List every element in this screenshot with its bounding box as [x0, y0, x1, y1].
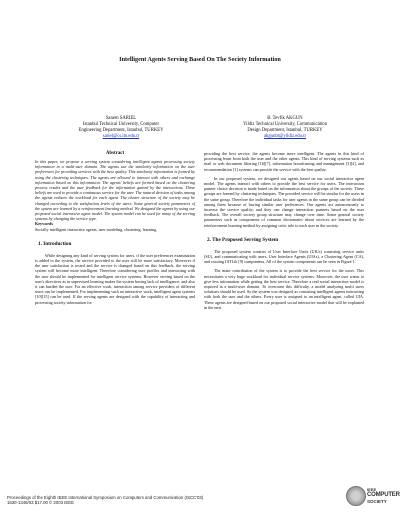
- logo-text-computer: COMPUTER: [367, 492, 400, 498]
- author-email-link[interactable]: akgunbt@yildiz.edu.tr: [263, 134, 307, 139]
- seal-icon: [346, 486, 366, 506]
- keywords-heading: Keywords: [35, 221, 53, 227]
- body-paragraph: The main contribution of the system is to provide the best service for the users. This necessitates a very huge workload for individual service systems. Moreover, the user wants to give less information while getting the best service. Therefore a real social interaction model is required in a multi-user domain. To overcome this difficulty, a model analyzing multi users solutions should be used. So the system was designed as consisting intelligent agents interacting with both the user and the others. Every user is assigned to an intelligent agent, called UIA. These agents are designed based on our proposed social interactive model that will be explained in the next: [204, 268, 364, 310]
- author-name: Sanem SARIEL: [105, 116, 137, 121]
- body-paragraph: providing the best service, the agents become more intelligent. The agents in this kind of processing learn from both the user and the other agents. This kind of serving systems such as mail or web document filtering [16][7], information broadcasting and management [3][4], and recommendation [1] systems can provide the service with the best quality.: [204, 151, 364, 172]
- author-affiliation: Yildiz Technical University, Communication: [243, 122, 327, 127]
- proceedings-footer: [7, 495, 203, 506]
- author-name: B. Tevfik AKGUN: [267, 116, 303, 121]
- abstract-text: In this paper, we propose a serving system considering intelligent agents processing society information in a multi-user domain. The agents use the similarity information on the user preferences for providing services with the best quality. This similarity information is formed by using the clustering techniques. The agents are allowed to interact with others and exchange information based on this information. The agents' beliefs are formed based on the clustering process results and the user feedback for the information gained by the interactions. These beliefs are used to provide a continuous service for the user. The natural division of tasks among the agents reduces the workload for each agent. The cluster structure of the society may be changed according to the satisfaction levels of the users. Some general society parameters of the system are learned by a reinforcement learning method. We designed the agents by using our proposed social interactive agent model. The system model can be used for many of the serving systems by changing the service type.: [35, 159, 195, 222]
- author-affiliation: Design Department, Istanbul, TURKEY: [247, 128, 323, 133]
- section-heading-proposed-system: 2. The Proposed Serving System: [207, 236, 279, 243]
- footer-proceedings-line: Proceedings of the Eighth IEEE International Symposium on Computers and Communication (ISCC'03): [7, 495, 204, 500]
- body-paragraph: In our proposed system, we designed our agents based on our social interactive agent model. The agents interact with others to provide the best service for users. The interaction partner choice decision is made based on the information about the groups of the society. These groups are formed by clustering techniques. The provided service will be similar for the users in the same group. Therefore the individual tasks for user agents in the same group can be divided among them because of having similar user preferences. Our agents act autonomously to increase the service quality, and they can change interaction partners based on the user feedback. The overall society group structure may change over time. Some general society parameters such as components of common dictionaries about services are learned by the reinforcement learning method by assigning critic role to each user in the society.: [204, 175, 364, 228]
- author-email-link[interactable]: sariel@cs.itu.edu.tr: [102, 134, 140, 139]
- footer-copyright-line: 1530-1346/03 $17.00 © 2003 IEEE: [7, 500, 74, 506]
- paper-title: Intelligent Agents Serving Based On The Society Information: [119, 56, 281, 63]
- author-block-2: [210, 116, 360, 140]
- ieee-computer-society-logo: [346, 484, 400, 510]
- author-block-1: [46, 116, 196, 140]
- author-affiliation: Engineering Department, Istanbul, TURKEY: [78, 128, 164, 133]
- left-column: [35, 151, 195, 309]
- section-heading-introduction: 1. Introduction: [38, 240, 72, 247]
- body-paragraph: The proposed system consists of User Interface Units (UIUs) consisting service units (SU), and communicating with users, User Interface Agents (UIAs), a Clustering Agent (CA), and existing IATLib [9] components. All of the system components can be seen in Figure 1.: [204, 248, 364, 265]
- keywords-text: Socially intelligent interactive agents, user modeling, clustering, learning.: [35, 226, 158, 232]
- logo-text-ieee: IEEE: [367, 487, 377, 492]
- body-paragraph: While designing any kind of serving system for users, if the user preferences examination is added to the system, the service provided to the user will be more satisfactory. Moreover if the user satisfaction is tested and the service is changed based on this feedback, the serving system will become more intelligent. Therefore considering user profiles and interacting with the user should be implemented for intelligent service systems. However serving based on the user's directives as in supervised learning makes the system having lack of intelligence, and also it can burden the user. For an effective work, interaction among service providers of different users can be implemented. For implementing such an interactive work, intelligent agent systems [10][15] can be used. If the serving agents are designed with the capability of interacting and processing society information for: [35, 252, 195, 305]
- author-affiliation: Istanbul Technical University, Computer: [82, 122, 160, 127]
- right-column: [204, 151, 364, 314]
- abstract-heading: Abstract: [105, 151, 125, 156]
- logo-text-society: SOCIETY: [367, 499, 387, 504]
